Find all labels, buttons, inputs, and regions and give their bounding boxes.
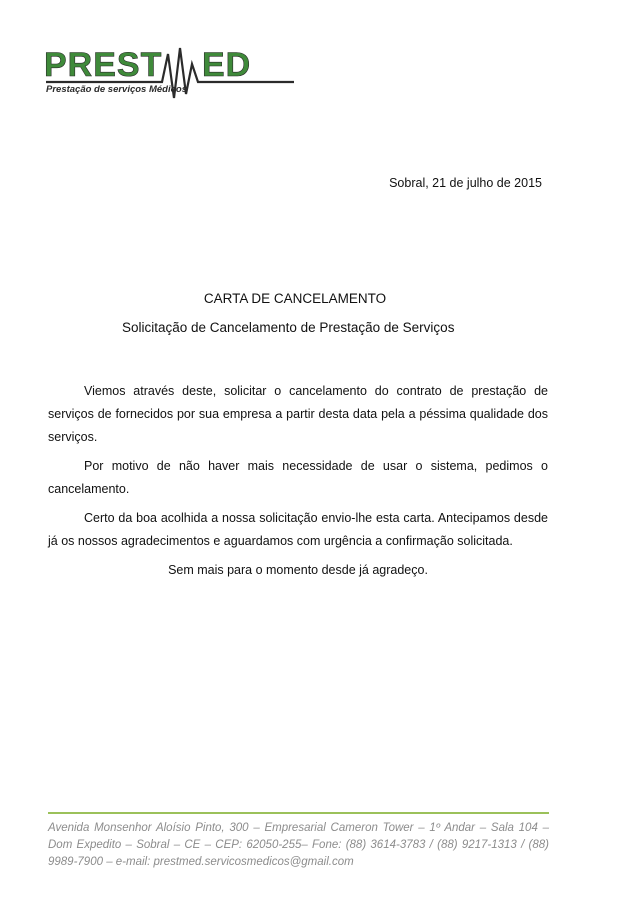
svg-text:PREST: PREST [44, 46, 163, 84]
prestmed-logo-graphic [44, 40, 294, 110]
body-paragraph: Por motivo de não haver mais necessidade de usar o sistema, pedimos o cancelamento. [48, 459, 548, 496]
letter-subtitle: Solicitação de Cancelamento de Prestação de Serviços [122, 320, 455, 335]
footer-divider [48, 812, 549, 814]
svg-text:ED: ED [202, 46, 252, 84]
company-logo [44, 40, 294, 110]
letter-date: Sobral, 21 de julho de 2015 [389, 176, 542, 190]
closing-line: Sem mais para o momento desde já agradeço. [168, 563, 428, 577]
letter-body [48, 380, 548, 588]
footer-address: Avenida Monsenhor Aloísio Pinto, 300 – Empresarial Cameron Tower – 1º Andar – Sala 104 – Dom Expedito – Sobral – CE – CEP: 62050-255– Fone: (88) 3614-3783 / (88) 9217-1313 / (88) 9989-7900 – e-mail: prestmed.servicosmedicos@gmail.com [48, 822, 549, 868]
letter-title: CARTA DE CANCELAMENTO [203, 291, 387, 306]
body-paragraph: Certo da boa acolhida a nossa solicitação envio-lhe esta carta. Antecipamos desde já os nossos agradecimentos e aguardamos com urgência a confirmação solicitada. [48, 511, 548, 548]
body-paragraph: Viemos através deste, solicitar o cancelamento do contrato de prestação de serviços de fornecidos por sua empresa a partir desta data pela a péssima qualidade dos serviços. [48, 384, 548, 444]
logo-tagline: Prestação de serviços Médicos [46, 84, 187, 95]
